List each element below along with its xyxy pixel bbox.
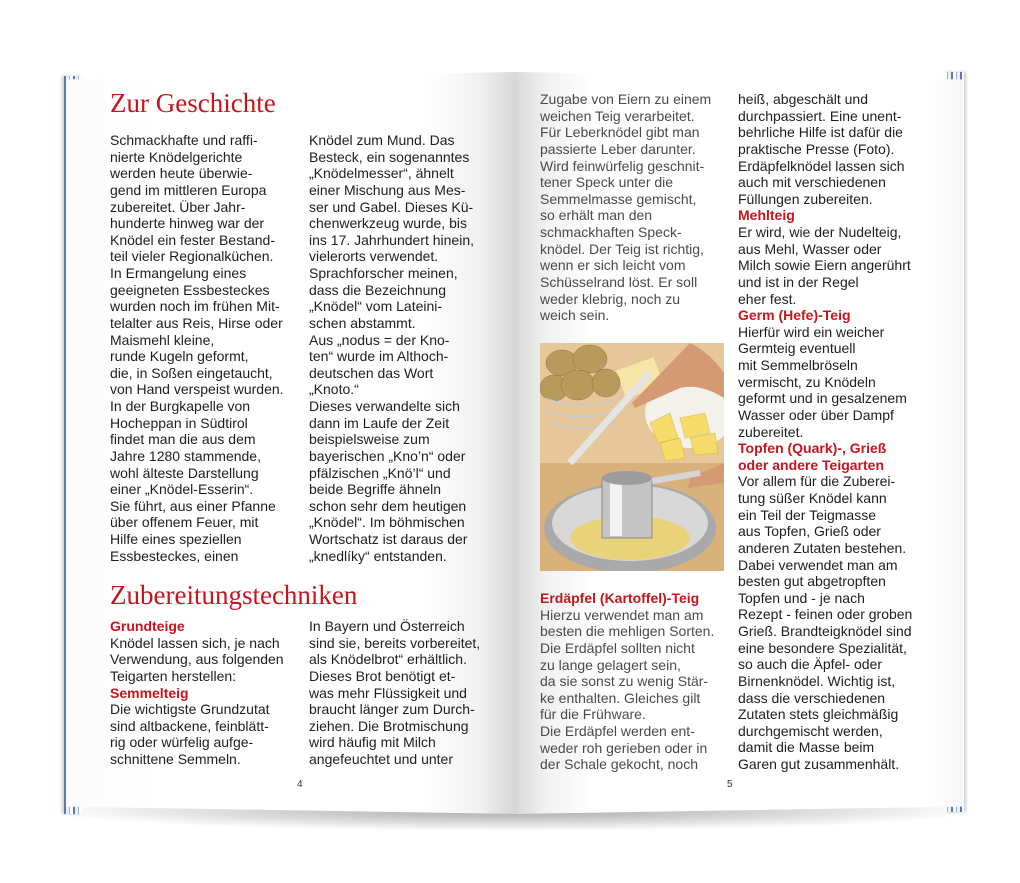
right-column-1-top: [540, 91, 711, 324]
text-line: ins 17. Jahrhundert hinein,: [309, 231, 474, 248]
text-line: Garen gut zusammenhält.: [738, 756, 900, 772]
text-line: die, in Soßen eingetaucht,: [110, 364, 273, 381]
text-line: Wasser oder über Dampf: [738, 406, 894, 423]
text-line: Topfen und - je nach: [738, 589, 865, 606]
text-line: Wortschatz ist daraus der: [309, 531, 468, 547]
text-line: beide Begriffe ähneln: [309, 481, 442, 498]
text-line: praktische Presse (Foto).: [738, 140, 895, 157]
text-line: weder klebrig, noch zu: [540, 290, 681, 307]
text-line: runde Kugeln geformt,: [110, 348, 249, 365]
page-number-right: 5: [727, 779, 733, 790]
right-column-1-bottom: [540, 590, 714, 773]
text-line: In der Burgkapelle von: [110, 398, 251, 414]
text-line: vermischt, zu Knödeln: [738, 373, 876, 390]
text-line: zubereitet. Über Jahr-: [110, 198, 246, 215]
text-line: Dieses Brot benötigt et-: [309, 667, 456, 684]
text-line: Schüsselrand löst. Er soll: [540, 273, 698, 290]
text-line: ten“ wurde im Althoch-: [309, 348, 449, 365]
text-line: zu lange gelagert sein,: [540, 656, 681, 673]
text-line: nierte Knödelgerichte: [110, 148, 243, 165]
text-line: knödel. Der Teig ist richtig,: [540, 240, 704, 257]
text-line: „Knödel“. Im böhmischen: [309, 514, 465, 531]
text-line: findet man die aus dem: [110, 431, 256, 448]
text-line: teil vieler Regionalküchen.: [110, 248, 274, 265]
heading-zur-geschichte: Zur Geschichte: [110, 88, 276, 118]
text-line: bayerischen „Kno’n“ oder: [309, 447, 466, 464]
section-subheading: Mehlteig: [738, 207, 795, 224]
text-line: Zutaten stets gleichmäßig: [738, 706, 899, 723]
text-line: hunderte hinweg war der: [110, 215, 265, 232]
text-line: wird häufig mit Milch: [309, 734, 436, 751]
text-line: Erdäpfelknödel lassen sich: [738, 157, 905, 174]
text-line: einer Mischung aus Mes-: [309, 181, 466, 198]
text-line: Füllungen zubereiten.: [738, 190, 873, 207]
text-line: mit Semmelbröseln: [738, 357, 858, 373]
text-line: so auch die Äpfel- oder: [738, 656, 882, 673]
text-line: wenn er sich leicht vom: [540, 257, 686, 274]
text-line: schnittene Semmeln.: [110, 751, 241, 767]
text-line: aus Mehl, Wasser oder: [738, 240, 882, 257]
history-column-2: [309, 132, 474, 564]
text-line: anderen Zutaten bestehen.: [738, 539, 907, 556]
section-subheading: Topfen (Quark)-, Grieß: [738, 440, 887, 457]
heading-zubereitungstechniken: Zubereitungstechniken: [110, 580, 358, 610]
text-line: weich sein.: [540, 307, 610, 324]
text-line: Besteck, ein sogenanntes: [309, 148, 470, 165]
text-line: wohl älteste Darstellung: [110, 464, 259, 481]
text-line: Wird feinwürfelig geschnit-: [540, 157, 705, 174]
text-line: einer „Knödel-Esserin“.: [110, 481, 254, 498]
text-line: auch mit verschiedenen: [738, 174, 886, 191]
text-line: und ist in der Regel: [738, 273, 859, 290]
text-line: „Knoto.“: [309, 381, 359, 398]
section-subheading: Germ (Hefe)-Teig: [738, 307, 851, 324]
text-line: Rezept - feinen oder groben: [738, 606, 913, 623]
text-line: Birnenknödel. Wichtig ist,: [738, 672, 896, 689]
section-subheading: Erdäpfel (Kartoffel)-Teig: [540, 590, 700, 606]
text-line: Zugabe von Eiern zu einem: [540, 91, 712, 107]
text-line: ser und Gabel. Dieses Kü-: [309, 198, 474, 215]
text-line: gend im mittleren Europa: [110, 181, 267, 198]
text-line: heiß, abgeschält und: [738, 91, 868, 107]
text-line: weichen Teig verarbeitet.: [540, 107, 695, 124]
text-line: wurden noch im frühen Mit-: [110, 298, 280, 315]
text-line: schon sehr dem heutigen: [309, 497, 467, 514]
text-line: so erhält man den: [540, 207, 653, 224]
text-line: In Bayern und Österreich: [309, 618, 465, 634]
text-line: weder roh gerieben oder in: [540, 739, 708, 756]
text-line: rig oder würfelig aufge-: [110, 734, 254, 751]
text-line: für die Frühware.: [540, 706, 646, 723]
text-line: telalter aus Reis, Hirse oder: [110, 314, 283, 331]
text-line: beispielsweise zum: [309, 431, 430, 448]
text-line: „Knödelmesser“, ähnelt: [309, 165, 454, 182]
text-line: Essbesteckes, einen: [110, 547, 239, 564]
text-line: Verwendung, aus folgenden: [110, 651, 284, 668]
text-line: Hilfe eines speziellen: [110, 531, 242, 547]
techniques-column-2: [309, 618, 480, 768]
text-line: Teigarten herstellen:: [110, 667, 237, 684]
text-line: Knödel ein fester Bestand-: [110, 231, 275, 248]
text-line: Semmelmasse gemischt,: [540, 190, 697, 207]
text-line: Sprachforscher meinen,: [309, 265, 458, 281]
text-line: Germteig eventuell: [738, 340, 856, 357]
text-line: Die wichtigste Grundzutat: [110, 701, 270, 718]
text-line: eher fest.: [738, 290, 797, 307]
text-line: besten gut abgetropften: [738, 573, 886, 590]
text-line: Hierzu verwendet man am: [540, 606, 704, 623]
text-line: pfälzischen „Knö’l“ und: [309, 464, 451, 481]
text-line: tung süßer Knödel kann: [738, 490, 887, 506]
page-number-left: 4: [297, 779, 303, 790]
text-line: werden heute überwie-: [110, 165, 253, 182]
text-line: Die Erdäpfel werden ent-: [540, 723, 695, 739]
text-line: „knedlíky“ entstanden.: [309, 547, 447, 564]
text-line: angefeuchtet und unter: [309, 751, 454, 767]
text-line: dann im Laufe der Zeit: [309, 414, 450, 431]
text-line: deutschen das Wort: [309, 364, 434, 381]
text-line: als Knödelbrot“ erhältlich.: [309, 651, 467, 668]
text-line: aus Topfen, Grieß oder: [738, 523, 881, 540]
text-line: Vor allem für die Zuberei-: [738, 473, 896, 490]
text-line: schmackhaften Speck-: [540, 224, 682, 240]
text-line: dass die Bezeichnung: [309, 281, 446, 298]
text-line: Maismehl kleine,: [110, 331, 215, 348]
text-line: was mehr Flüssigkeit und: [309, 684, 467, 701]
text-line: sind altbackene, feinblätt-: [110, 717, 269, 734]
text-line: braucht länger zum Durch-: [309, 701, 475, 718]
history-column-1: [110, 132, 284, 564]
text-line: der Schale gekocht, noch: [540, 756, 698, 773]
section-subheading: Semmelteig: [110, 684, 189, 701]
text-line: eine besondere Spezialität,: [738, 639, 907, 656]
text-line: über offenem Feuer, mit: [110, 514, 259, 531]
section-subheading: Grundteige: [110, 618, 185, 634]
text-line: geformt und in gesalzenem: [738, 390, 907, 407]
text-line: vielerorts verwendet.: [309, 248, 439, 265]
text-line: Milch sowie Eiern angerührt: [738, 257, 911, 274]
text-line: durchgemischt werden,: [738, 722, 883, 739]
text-line: sind sie, bereits vorbereitet,: [309, 634, 481, 651]
right-column-2: [738, 91, 912, 773]
text-line: ein Teil der Teigmasse: [738, 506, 877, 523]
text-line: In Ermangelung eines: [110, 265, 247, 281]
text-line: besten die mehligen Sorten.: [540, 623, 715, 640]
text-line: Knödel lassen sich, je nach: [110, 634, 280, 651]
text-line: dass die verschiedenen: [738, 689, 886, 706]
text-line: Dabei verwendet man am: [738, 556, 898, 573]
text-line: passierte Leber darunter.: [540, 140, 696, 157]
text-line: Jahre 1280 stammende,: [110, 447, 261, 464]
text-line: ke enthalten. Gleiches gilt: [540, 689, 701, 706]
text-line: chenwerkzeug wurde, bis: [309, 215, 467, 232]
techniques-column-1: [110, 618, 284, 768]
text-line: behrliche Hilfe ist dafür die: [738, 124, 903, 141]
text-line: Knödel zum Mund. Das: [309, 132, 455, 148]
section-subheading: oder andere Teigarten: [738, 456, 885, 473]
text-line: geeigneten Essbesteckes: [110, 281, 270, 298]
potato-press-photo: [540, 343, 724, 571]
text-line: Für Leberknödel gibt man: [540, 124, 700, 141]
text-line: Hierfür wird ein weicher: [738, 323, 885, 340]
text-line: Grieß. Brandteigknödel sind: [738, 623, 912, 639]
text-line: Aus „nodus = der Kno-: [309, 331, 450, 348]
text-line: schen abstammt.: [309, 314, 416, 331]
text-line: Schmackhafte und raffi-: [110, 132, 258, 148]
text-line: zubereitet.: [738, 423, 804, 440]
text-line: durchpassiert. Eine unent-: [738, 107, 902, 124]
text-line: Hocheppan in Südtirol: [110, 414, 248, 431]
text-line: „Knödel“ vom Lateini-: [309, 298, 443, 315]
text-line: ziehen. Die Brotmischung: [309, 717, 469, 734]
text-line: damit die Masse beim: [738, 739, 875, 756]
text-line: da sie sonst zu wenig Stär-: [540, 673, 709, 690]
text-line: tener Speck unter die: [540, 174, 674, 191]
text-line: Sie führt, aus einer Pfanne: [110, 497, 276, 514]
text-line: Die Erdäpfel sollten nicht: [540, 639, 695, 656]
text-line: Er wird, wie der Nudelteig,: [738, 224, 902, 240]
text-line: von Hand verspeist wurden.: [110, 381, 284, 398]
text-line: Dieses verwandelte sich: [309, 398, 460, 414]
